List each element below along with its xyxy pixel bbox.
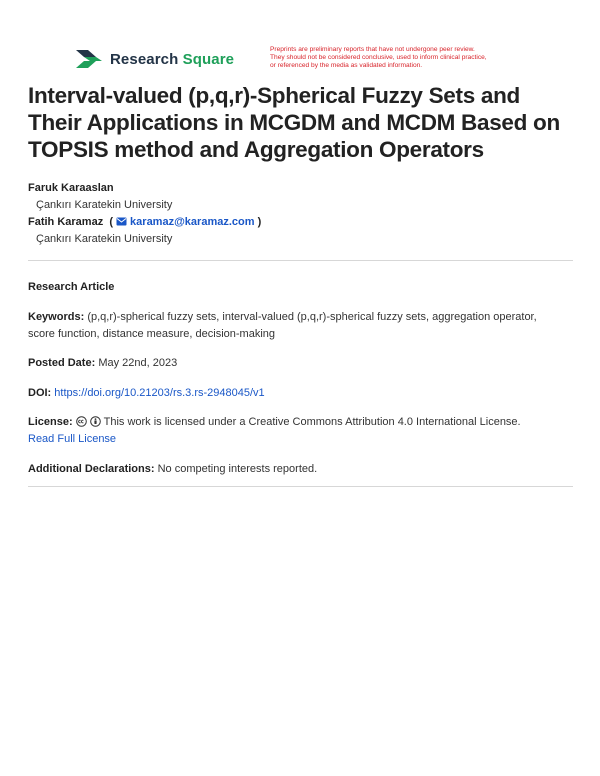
envelope-icon bbox=[116, 217, 127, 226]
page-header bbox=[74, 48, 544, 74]
preprint-notice bbox=[270, 46, 540, 71]
notice-line: Preprints are preliminary reports that have not undergone peer review. bbox=[270, 46, 475, 53]
author-affiliation: Çankırı Karatekin University bbox=[36, 199, 173, 211]
author-list bbox=[28, 180, 568, 248]
posted-date-value: May 22nd, 2023 bbox=[98, 357, 178, 369]
divider bbox=[28, 486, 573, 487]
doi-link[interactable]: https://doi.org/10.21203/rs.3.rs-2948045/v1 bbox=[54, 387, 265, 399]
logo-word-research: Research bbox=[110, 50, 179, 68]
keywords-value: score function, distance measure, decision-making bbox=[28, 328, 276, 340]
article-type bbox=[28, 279, 568, 296]
logo-text bbox=[110, 51, 234, 68]
article-type-label: Research Article bbox=[28, 281, 115, 293]
posted-date-section bbox=[28, 355, 568, 372]
license-section bbox=[28, 414, 568, 448]
declarations-section bbox=[28, 461, 568, 478]
divider bbox=[28, 260, 573, 261]
keywords-value: (p,q,r)-spherical fuzzy sets, interval-valued (p,q,r)-spherical fuzzy sets, aggregation operator, bbox=[87, 311, 537, 323]
by-icon bbox=[90, 416, 101, 427]
author-email-group: ( karamaz@karamaz.com ) bbox=[106, 216, 262, 228]
keywords-section bbox=[28, 309, 568, 343]
notice-line: or referenced by the media as validated information. bbox=[270, 62, 423, 70]
cc-icon bbox=[76, 416, 87, 427]
author-name-with-email bbox=[28, 214, 568, 231]
logo-word-square: Square bbox=[182, 50, 235, 68]
doi-label: DOI: bbox=[28, 387, 52, 399]
posted-date-label: Posted Date: bbox=[28, 357, 96, 369]
author-name: Faruk Karaaslan bbox=[28, 182, 114, 194]
doi-section bbox=[28, 385, 568, 402]
author-name: Fatih Karamaz bbox=[28, 216, 104, 228]
read-full-license-link[interactable]: Read Full License bbox=[28, 433, 117, 445]
author-email-link[interactable]: karamaz@karamaz.com bbox=[130, 216, 255, 228]
notice-line: They should not be considered conclusive, used to inform clinical practice, bbox=[270, 54, 487, 62]
research-square-logo-icon bbox=[74, 48, 104, 70]
keywords-label: Keywords: bbox=[28, 311, 85, 323]
license-label: License: bbox=[28, 416, 73, 428]
declarations-value: No competing interests reported. bbox=[157, 463, 318, 475]
license-text: This work is licensed under a Creative Commons Attribution 4.0 International License. bbox=[103, 416, 521, 428]
declarations-label: Additional Declarations: bbox=[28, 463, 155, 475]
author-affiliation: Çankırı Karatekin University bbox=[36, 233, 173, 245]
research-square-logo[interactable] bbox=[74, 48, 234, 70]
paper-title: Interval-valued (p,q,r)-Spherical Fuzzy Sets and Their Applications in MCGDM and MCDM Based on TOPSIS method and Aggregation Operators bbox=[28, 83, 560, 162]
